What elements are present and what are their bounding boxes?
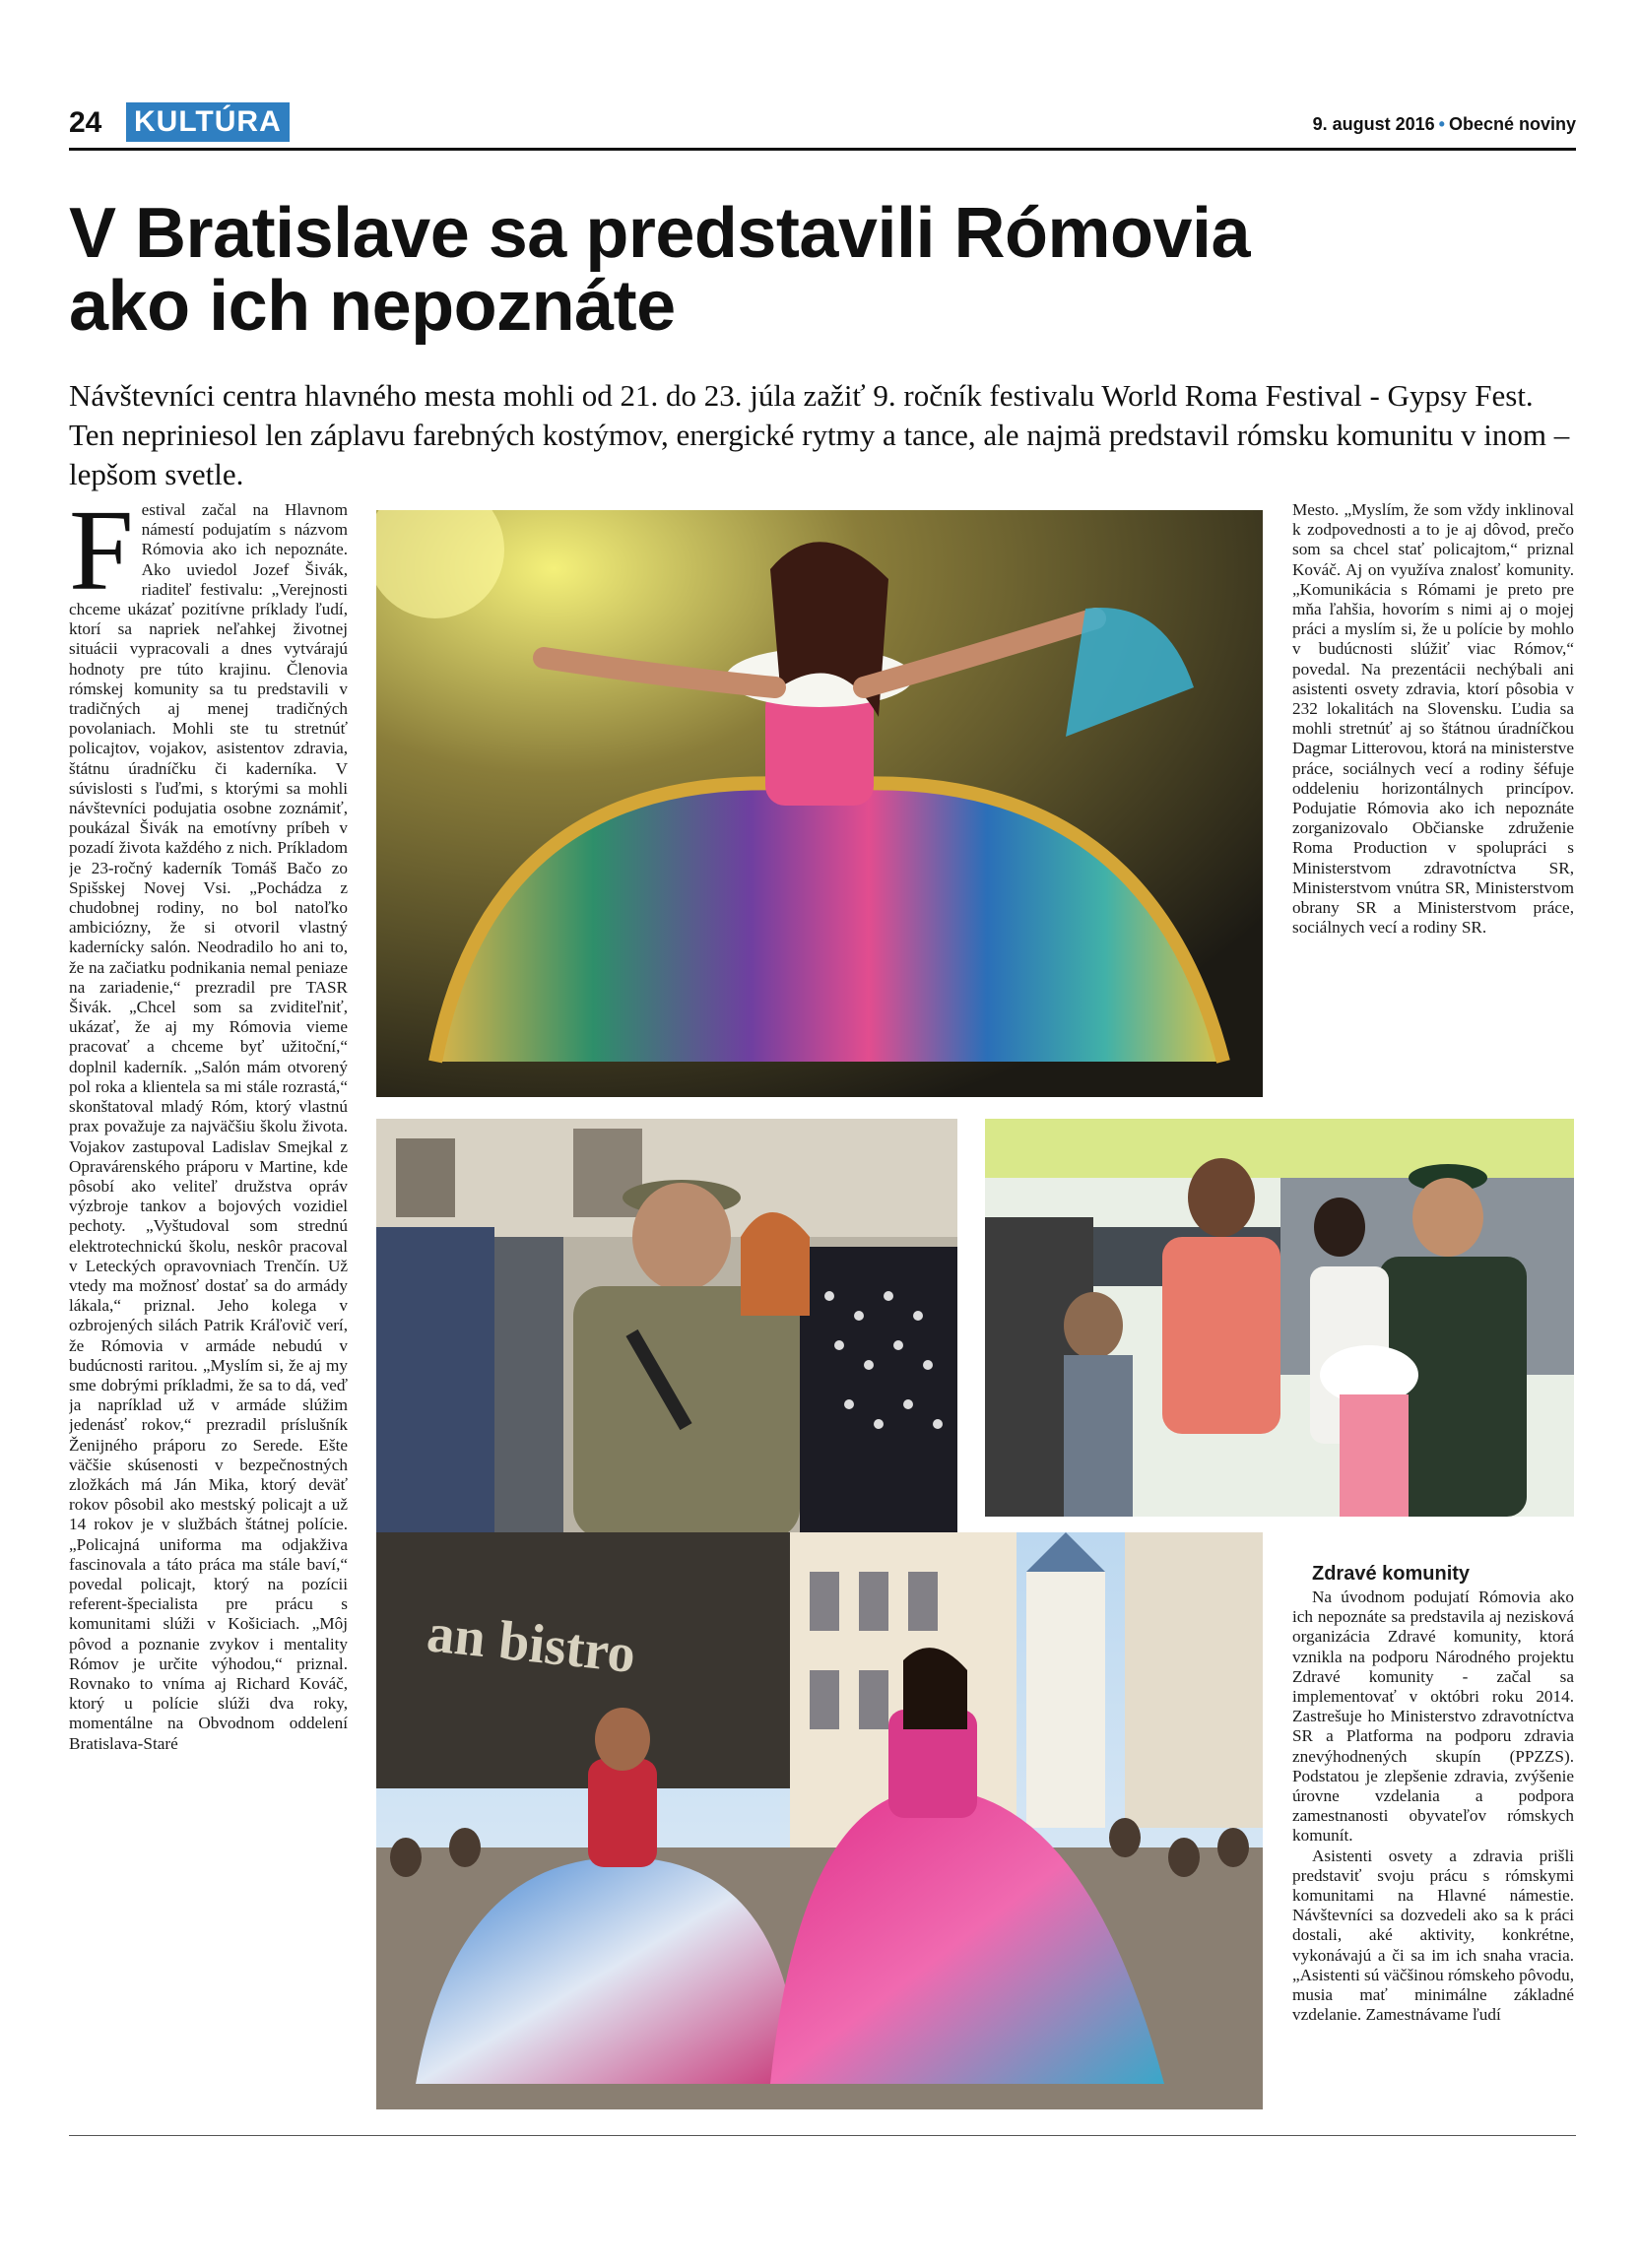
column-right-paragraph-2: Na úvodnom podujatí Rómovia ako ich nepoznáte sa predstavila aj nezisková organizácia Zdravé komunity, ktorá vznikla na podporu Národného projektu Zdravé komunity - začal sa implementovať v októbri roku 2014. Zastrešuje ho Ministerstvo zdravotníctva SR a Platforma na podporu zdravia znevýhodnených skupín (PPZZS). Podstatou je zlepšenie zdravia, zvýšenie úrovne vzdelania a podpora zamestnanosti obyvateľov rómskych komunít. <box>1292 1588 1574 1846</box>
article-column-left <box>69 500 348 2106</box>
subheading: Zdravé komunity <box>1312 1563 1471 1585</box>
page-number: 24 <box>69 106 102 139</box>
column-right-paragraph-3: Asistenti osvety a zdravia prišli predstaviť svoju prácu s rómskymi komunitami na Hlavné námestie. Návštevníci sa dozvedeli ako sa k práci dostali, aké aktivity, konkrétne, vykonávajú a či sa im ich snaha vracia. „Asistenti sú väčšinou rómskeho pôvodu, musia mať minimálne základné vzdelanie. Zamestnávame ľudí <box>1292 1846 1574 2025</box>
article-column-right-top <box>1292 500 1574 1091</box>
photo-street-dancers <box>376 1532 1263 2109</box>
street-dancers-image <box>376 1532 1263 2109</box>
issue-date: 9. august 2016 <box>1312 114 1435 134</box>
photo-police-officer <box>985 1119 1574 1517</box>
header-rule <box>69 148 1576 151</box>
headline <box>69 194 1576 346</box>
article-column-right-bottom <box>1292 1560 1574 2111</box>
dancer-stage-image <box>376 510 1263 1097</box>
issue-info <box>1313 114 1576 135</box>
headline-line-1: V Bratislave sa predstavili Rómovia <box>69 194 1251 273</box>
footer-rule <box>69 2135 1576 2136</box>
police-officer-image <box>985 1119 1574 1517</box>
photo-soldier-interview <box>376 1119 957 1538</box>
headline-line-2: ako ich nepoznáte <box>69 267 676 346</box>
column-left-text: estival začal na Hlavnom námestí podujatím s názvom Rómovia ako ich nepoznáte. Ako uviedol Jozef Šivák, riaditeľ festivalu: „Verejnosti chceme ukázať pozitívne príklady ľudí, ktorí sa napriek neľahkej životnej situácii vypracovali a dnes vytvárajú hodnoty pre túto krajinu. Členovia rómskej komunity sa tu predstavili v tradičných aj menej tradičných povolaniach. Mohli ste tu stretnúť policajtov, vojakov, asistentov zdravia, štátnu úradníčku či kaderníka. V súvislosti s ľuďmi, s ktorými sa mohli návštevníci podujatia osobne zoznámiť, poukázal Šivák na emotívny príbeh v pozadí života každého z nich. Príkladom je 23-ročný kaderník Tomáš Bačo zo Spišskej Novej Vsi. „Pochádza z chudobnej rodiny, no bol natoľko ambiciózny, že si otvoril vlastný kadernícky salón. Neodradilo ho ani to, že na začiatku podnikania nemal peniaze na zariadenie,“ prezradil pre TASR Šivák. „Chcel som sa zviditeľniť, ukázať, že aj my Rómovia vieme pracovať a chceme byť užitoční,“ doplnil kaderník. „Salón mám otvorený pol roka a klientela sa mi stále rozrastá,“ skonštatoval mladý Róm, ktorý vlastnú prax považuje za najväčšiu školu života. Vojakov zastupoval Ladislav Smejkal z Opravárenského práporu v Martine, kde pôsobí ako veliteľ družstva opráv výzbroje tankov a bojových vozidiel pechoty. „Vyštudoval som strednú elektrotechnickú školu, neskôr pracoval v Leteckých opravovniach Trenčín. Už vtedy ma možnosť dostať sa do armády lákala,“ priznal. Jeho kolega v ozbrojených silách Patrik Kráľovič verí, že Rómovia v armáde nebudú v budúcnosti raritou. „Myslím si, že aj my sme dobrými príkladmi, že sa to dá, veď ja napríklad už v armáde slúžim jedenásť rokov,“ prezradil príslušník Ženijného práporu zo Serede. Ešte väčšie skúsenosti v bezpečnostných zložkách má Ján Mika, ktorý deväť rokov pôsobil ako mestský policajt a už 14 rokov je v službách štátnej polície. „Policajná uniforma ma odjakživa fascinovala a táto práca ma stále baví,“ povedal policajt, ktorý na pozícii referent-špecialista pre prácu s komunitami slúži v Košiciach. „Môj pôvod a poznanie zvykov i mentality Rómov je určite výhodou,“ priznal. Rovnako to vníma aj Richard Kováč, ktorý u polície slúži dva roky, momentálne na Obvodnom oddelení Bratislava-Staré <box>69 500 348 1753</box>
soldier-interview-image <box>376 1119 957 1538</box>
column-right-paragraph-1: Mesto. „Myslím, že som vždy inklinoval k zodpovednosti a to je aj dôvod, prečo som sa chcel stať policajtom,“ priznal Kováč. Aj on využíva znalosť komunity. „Komunikácia s Rómami je preto pre mňa ľahšia, hovorím s nimi aj o mojej práci a myslím si, že u polície by mohlo v budúcnosti slúžiť viac Rómov,“ povedal. Na prezentácii nechýbali ani asistenti osvety zdravia, ktorí pôsobia v 232 lokalitách na Slovensku. Ľudia sa mohli stretnúť aj so štátnou úradníčkou Dagmar Litterovou, ktorá na ministerstve práce, sociálnych vecí a rodiny šéfuje oddeleniu horizontálnych princípov. Podujatie Rómovia ako ich nepoznáte zorganizovalo Občianske združenie Roma Production v spolupráci s Ministerstvom zdravotníctva SR, Ministerstvom vnútra SR, Ministerstvom obrany SR a Ministerstvom práce, sociálnych vecí a rodiny SR. <box>1292 500 1574 938</box>
photo-dancer-stage <box>376 510 1263 1097</box>
bistro-sign-text: an bistro <box>424 1602 639 1686</box>
lead-paragraph: Návštevníci centra hlavného mesta mohli od 21. do 23. júla zažiť 9. ročník festivalu World Roma Festival - Gypsy Fest. Ten nepriniesol len záplavu farebných kostýmov, energické rytmy a tance, ale najmä predstavil rómsku komunitu v inom – lepšom svetle. <box>69 378 1570 491</box>
section-tag: KULTÚRA <box>126 102 290 142</box>
drop-cap: F <box>69 500 134 615</box>
column-left-paragraph <box>69 500 348 1754</box>
page-header <box>69 98 1576 146</box>
publication-name: Obecné noviny <box>1448 114 1576 134</box>
separator-dot: • <box>1438 114 1445 134</box>
